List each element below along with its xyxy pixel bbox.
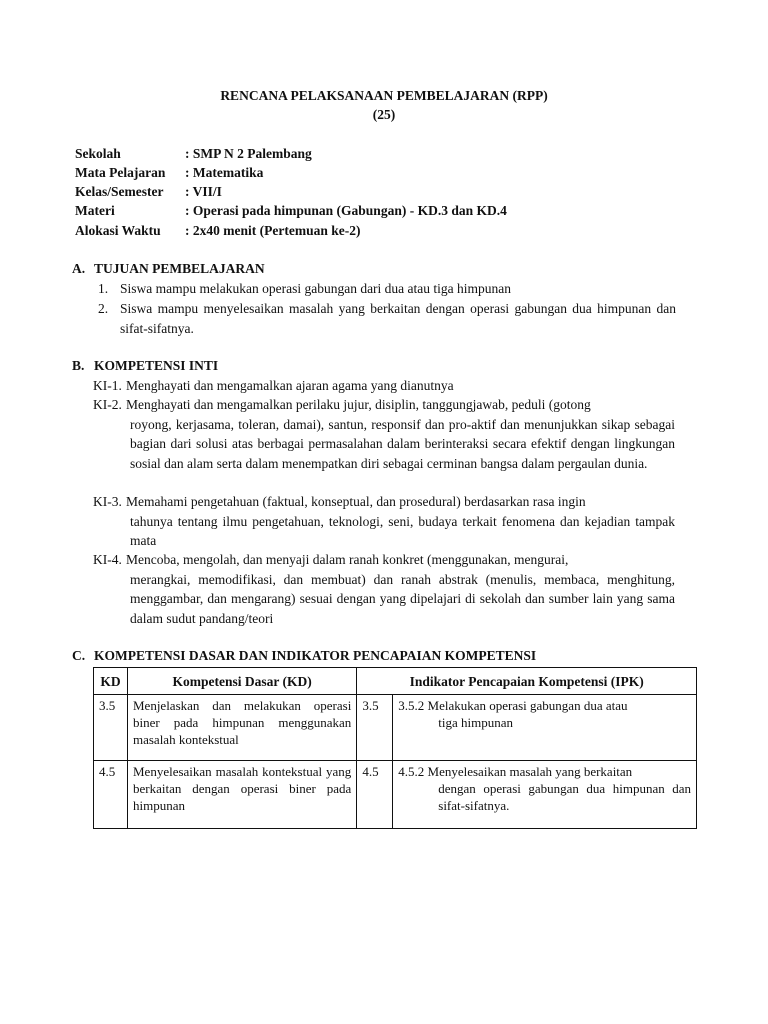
info-value: : 2x40 menit (Pertemuan ke-2) [185,223,361,238]
header-kd: KD [94,668,128,695]
section-b-heading [72,358,218,374]
kd-description: Menyelesaikan masalah kontekstual yang berkaitan dengan operasi biner pada himpunan [127,761,356,829]
info-label: Kelas/Semester [75,184,164,199]
objective-item-1 [98,279,676,299]
info-value: : Operasi pada himpunan (Gabungan) - KD.3 dan KD.4 [185,203,507,218]
ipk-description [393,695,697,761]
section-title: TUJUAN PEMBELAJARAN [94,261,265,276]
info-value: : Matematika [185,165,264,180]
ki-text: Menghayati dan mengamalkan perilaku jujur, disiplin, tanggungjawab, peduli (gotong [126,397,591,412]
section-c-heading [72,648,536,664]
ipk-text-continued: dengan operasi gabungan dua himpunan dan sifat-sifatnya. [438,781,691,813]
kd-code: 3.5 [94,695,128,761]
ki-text: Menghayati dan mengamalkan ajaran agama yang dianutnya [126,378,454,393]
ki-text: Memahami pengetahuan (faktual, konseptual, dan prosedural) berdasarkan rasa ingin [126,494,586,509]
ki-text-continued: royong, kerjasama, toleran, damai), santun, responsif dan pro-aktif dan menunjukkan sikap sebagai bagian dari solusi atas berbagai permasalahan dalam berinteraksi secara efektif dengan lingkungan sosial dan alam serta dalam menempatkan diri sebagai cerminan bangsa dalam pergaulan dunia. [130,416,675,471]
section-a-heading [72,261,265,277]
info-value: : SMP N 2 Palembang [185,146,312,161]
table-row [94,761,697,829]
info-label: Sekolah [75,146,121,161]
ipk-code: 4.5 [357,761,393,829]
ki-text: Mencoba, mengolah, dan menyaji dalam ranah konkret (menggunakan, mengurai, [126,552,569,567]
ipk-text: 3.5.2 Melakukan operasi gabungan dua atau [398,698,628,713]
section-letter: B. [72,358,85,373]
ipk-description [393,761,697,829]
objective-item-2 [98,299,676,338]
kd-description: Menjelaskan dan melakukan operasi biner pada himpunan menggunakan masalah kontekstual [127,695,356,761]
ipk-text-continued: tiga himpunan [438,715,514,730]
kd-code: 4.5 [94,761,128,829]
document-title: RENCANA PELAKSANAAN PEMBELAJARAN (RPP) [220,88,548,103]
objective-text: Siswa mampu melakukan operasi gabungan dari dua atau tiga himpunan [120,281,512,296]
table-row [94,695,697,761]
section-title: KOMPETENSI DASAR DAN INDIKATOR PENCAPAIAN KOMPETENSI [94,648,537,663]
info-label: Materi [75,203,115,218]
section-letter: A. [72,261,86,276]
list-number: 1. [98,281,109,296]
header-kompetensi-dasar: Kompetensi Dasar (KD) [127,668,356,695]
info-label: Alokasi Waktu [75,223,161,238]
ki-label: KI-3. [93,494,122,509]
ki-label: KI-4. [93,552,122,567]
ki-text-continued: tahunya tentang ilmu pengetahuan, teknologi, seni, budaya terkait fenomena dan kejadian tampak mata [130,513,675,548]
ki-item-1 [93,376,675,396]
objective-text: Siswa mampu menyelesaikan masalah yang berkaitan dengan operasi gabungan dua himpunan dan sifat-sifatnya. [120,301,676,336]
info-label: Mata Pelajaran [75,165,166,180]
list-number: 2. [98,301,109,316]
document-number: (25) [372,107,396,122]
info-value: : VII/I [185,184,222,199]
ki-text-continued: merangkai, memodifikasi, dan membuat) dan ranah abstrak (menulis, membaca, menghitung, menggambar, dan mengarang) sesuai dengan yang dipelajari di sekolah dan sumber lain yang sama dalam sudut pandang/teori [130,571,675,626]
ipk-code: 3.5 [357,695,393,761]
ki-label: KI-2. [93,397,122,412]
table-header-row [94,668,697,695]
section-letter: C. [72,648,86,663]
section-title: KOMPETENSI INTI [94,358,219,373]
competency-table [93,667,697,829]
ki-label: KI-1. [93,378,122,393]
header-ipk: Indikator Pencapaian Kompetensi (IPK) [357,668,697,695]
ipk-text: 4.5.2 Menyelesaikan masalah yang berkaitan [398,764,633,779]
